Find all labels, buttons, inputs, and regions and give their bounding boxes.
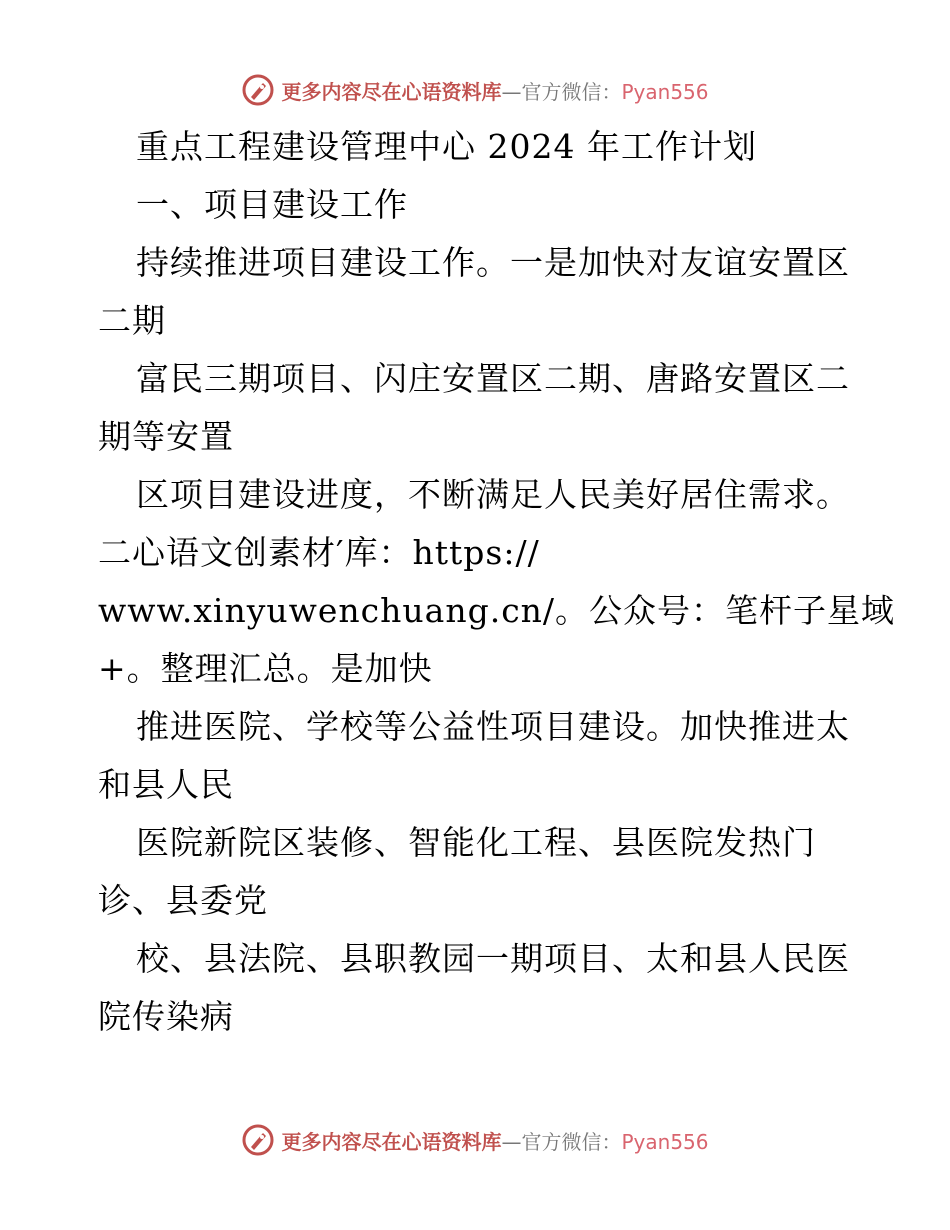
document-title: 重点工程建设管理中心 2024 年工作计划: [136, 127, 757, 166]
paragraph-line: 富民三期项目、闪庄安置区二期、唐路安置区二: [136, 359, 850, 398]
paragraph-line: 区项目建设进度，不断满足人民美好居住需求。: [136, 475, 850, 514]
watermark-wechat-id: Pyan556: [621, 79, 709, 104]
paragraph-line: 校、县法院、县职教园一期项目、太和县人民医: [136, 939, 850, 978]
paragraph-line: 二心语文创素材′库：https://: [98, 533, 540, 572]
paragraph-line: 期等安置: [98, 417, 234, 456]
watermark-wechat-id: Pyan556: [621, 1129, 709, 1154]
paragraph-line: +。整理汇总。是加快: [98, 649, 433, 688]
paragraph-line: 医院新院区装修、智能化工程、县医院发热门: [136, 823, 816, 862]
paragraph-line: 持续推进项目建设工作。一是加快对友谊安置区: [136, 243, 850, 282]
watermark-text: [281, 76, 708, 105]
watermark-wechat-label: 官方微信：: [521, 1129, 622, 1154]
watermark-brand: 更多内容尽在心语资料库: [281, 1129, 502, 1154]
watermark-wechat-label: 官方微信：: [521, 79, 622, 104]
pen-nib-logo-icon: [241, 1123, 275, 1157]
paragraph-line: www.xinyuwenchuang.cn/。公众号：笔杆子星域: [98, 591, 896, 630]
paragraph-line: 院传染病: [98, 997, 234, 1036]
paragraph-line: 和县人民: [98, 765, 234, 804]
watermark-dash: —: [501, 1129, 522, 1154]
watermark-text: [281, 1126, 708, 1155]
header-watermark-banner: [0, 70, 950, 110]
footer-watermark-banner: [0, 1120, 950, 1160]
paragraph-line: 二期: [98, 301, 166, 340]
watermark-dash: —: [501, 79, 522, 104]
watermark-brand: 更多内容尽在心语资料库: [281, 79, 502, 104]
pen-nib-logo-icon: [241, 73, 275, 107]
section-heading: 一、项目建设工作: [136, 185, 408, 224]
paragraph-line: 诊、县委党: [98, 881, 268, 920]
paragraph-line: 推进医院、学校等公益性项目建设。加快推进太: [136, 707, 850, 746]
